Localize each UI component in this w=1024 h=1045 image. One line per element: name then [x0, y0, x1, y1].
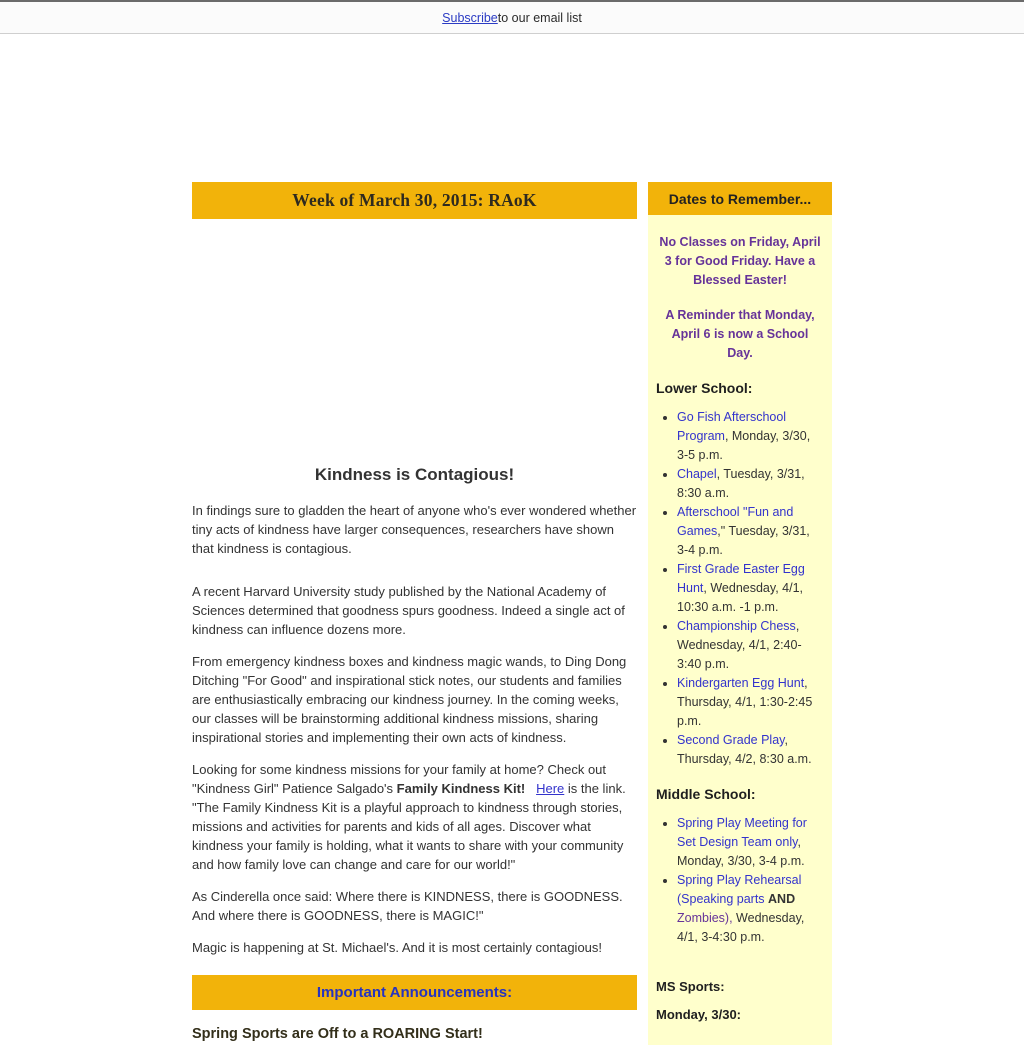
event-details: , Wednesday, 4/1, 10:30 a.m. -1 p.m.: [677, 581, 804, 614]
dates-panel: [648, 215, 832, 1045]
sidebar: [648, 182, 832, 1045]
event-link-purple: Zombies),: [677, 911, 733, 925]
event-item: [677, 617, 824, 674]
middle-school-list: [656, 814, 824, 947]
article-paragraph: As Cinderella once said: Where there is KINDNESS, there is GOODNESS. And where there is GOODNESS, there is MAGIC!": [192, 889, 623, 923]
event-details: ," Tuesday, 3/31, 3-4 p.m.: [677, 524, 810, 557]
event-details: , Monday, 3/30, 3-5 p.m.: [677, 429, 811, 462]
event-details: Wednesday, 4/1, 3-4:30 p.m.: [677, 911, 805, 944]
paragraph-text: Looking for some kindness missions for your family at home? Check out "Kindness Girl" Patience Salgado's: [192, 762, 607, 796]
event-link[interactable]: Afterschool "Fun and Games: [677, 505, 794, 538]
dates-title: Dates to Remember...: [668, 190, 812, 207]
paragraph-text: [525, 781, 536, 796]
subscribe-link[interactable]: Subscribe: [442, 10, 498, 25]
event-link[interactable]: Spring Play Meeting for Set Design Team only: [677, 816, 807, 849]
ms-sports-label: MS Sports:: [656, 979, 725, 994]
newsletter-body: [192, 34, 832, 1045]
event-link[interactable]: Chapel: [677, 467, 717, 481]
event-link[interactable]: Go Fish Afterschool Program: [677, 410, 787, 443]
event-link[interactable]: Second Grade Play: [677, 733, 785, 747]
lower-school-list: [656, 408, 824, 769]
event-item: [677, 503, 824, 560]
ms-sports-date: Monday, 3/30:: [656, 1007, 742, 1022]
notice-easter: No Classes on Friday, April 3 for Good Friday. Have a Blessed Easter!: [659, 235, 821, 287]
article-paragraph: [192, 760, 637, 874]
kindness-kit-bold: Family Kindness Kit!: [396, 781, 526, 796]
event-item: [677, 560, 824, 617]
event-details: , Wednesday, 4/1, 2:40-3:40 p.m.: [677, 619, 802, 671]
event-details: , Monday, 3/30, 3-4 p.m.: [677, 835, 805, 868]
subscribe-bar: [0, 0, 1024, 34]
event-item: [677, 871, 824, 947]
article-paragraph: Magic is happening at St. Michael's. And it is most certainly contagious!: [192, 940, 603, 955]
week-title: Week of March 30, 2015: RAoK: [292, 190, 537, 210]
announcements-title: Important Announcements:: [316, 984, 513, 1001]
event-details: , Tuesday, 3/31, 8:30 a.m.: [677, 467, 805, 500]
notice-reminder: A Reminder that Monday, April 6 is now a School Day.: [665, 308, 815, 360]
sports-heading: Spring Sports are Off to a ROARING Start!: [192, 1026, 483, 1042]
article-heading: Kindness is Contagious!: [314, 465, 515, 484]
event-link[interactable]: Championship Chess: [677, 619, 796, 633]
article-paragraph: In findings sure to gladden the heart of anyone who's ever wondered whether tiny acts of kindness have larger consequences, researchers have shown that kindness is contagious.: [192, 503, 637, 556]
dates-title-bar: [648, 182, 832, 215]
lower-school-label: Lower School:: [656, 380, 753, 396]
middle-school-label: Middle School:: [656, 786, 756, 802]
here-link[interactable]: Here: [536, 781, 565, 796]
subscribe-text: to our email list: [497, 10, 582, 25]
event-link[interactable]: Spring Play Rehearsal (Speaking parts: [677, 873, 802, 906]
main-column: [192, 182, 637, 1042]
article-paragraph: From emergency kindness boxes and kindness magic wands, to Ding Dong Ditching "For Good" and inspirational stick notes, our students and families are enthusiastically embracing our kindness journey. In the coming weeks, our classes will be brainstorming additional kindness missions, sharing inspirational stories and implementing their own acts of kindness.: [192, 654, 627, 745]
announcements-bar: [192, 975, 637, 1010]
event-link-bold: AND: [768, 892, 796, 906]
event-link[interactable]: Kindergarten Egg Hunt: [677, 676, 805, 690]
event-link[interactable]: First Grade Easter Egg Hunt: [677, 562, 805, 595]
paragraph-text: is the link. "The Family Kindness Kit is a playful approach to kindness through stories, missions and activities for parents and kids of all ages. Discover what kindness your family is holding, what it wants to share with your community and how family love can change and care for our world!": [192, 781, 626, 872]
event-item: [677, 408, 824, 465]
event-item: [677, 731, 824, 769]
event-details: , Thursday, 4/1, 1:30-2:45 p.m.: [677, 676, 813, 728]
event-item: [677, 674, 824, 731]
event-details: , Thursday, 4/2, 8:30 a.m.: [677, 733, 812, 766]
article-paragraph: A recent Harvard University study published by the National Academy of Sciences determined that goodness spurs goodness. Indeed a single act of kindness can influence dozens more.: [192, 584, 625, 637]
week-title-bar: [192, 182, 637, 219]
event-item: [677, 814, 824, 871]
masthead-image-placeholder: [192, 219, 637, 459]
event-item: [677, 465, 824, 503]
